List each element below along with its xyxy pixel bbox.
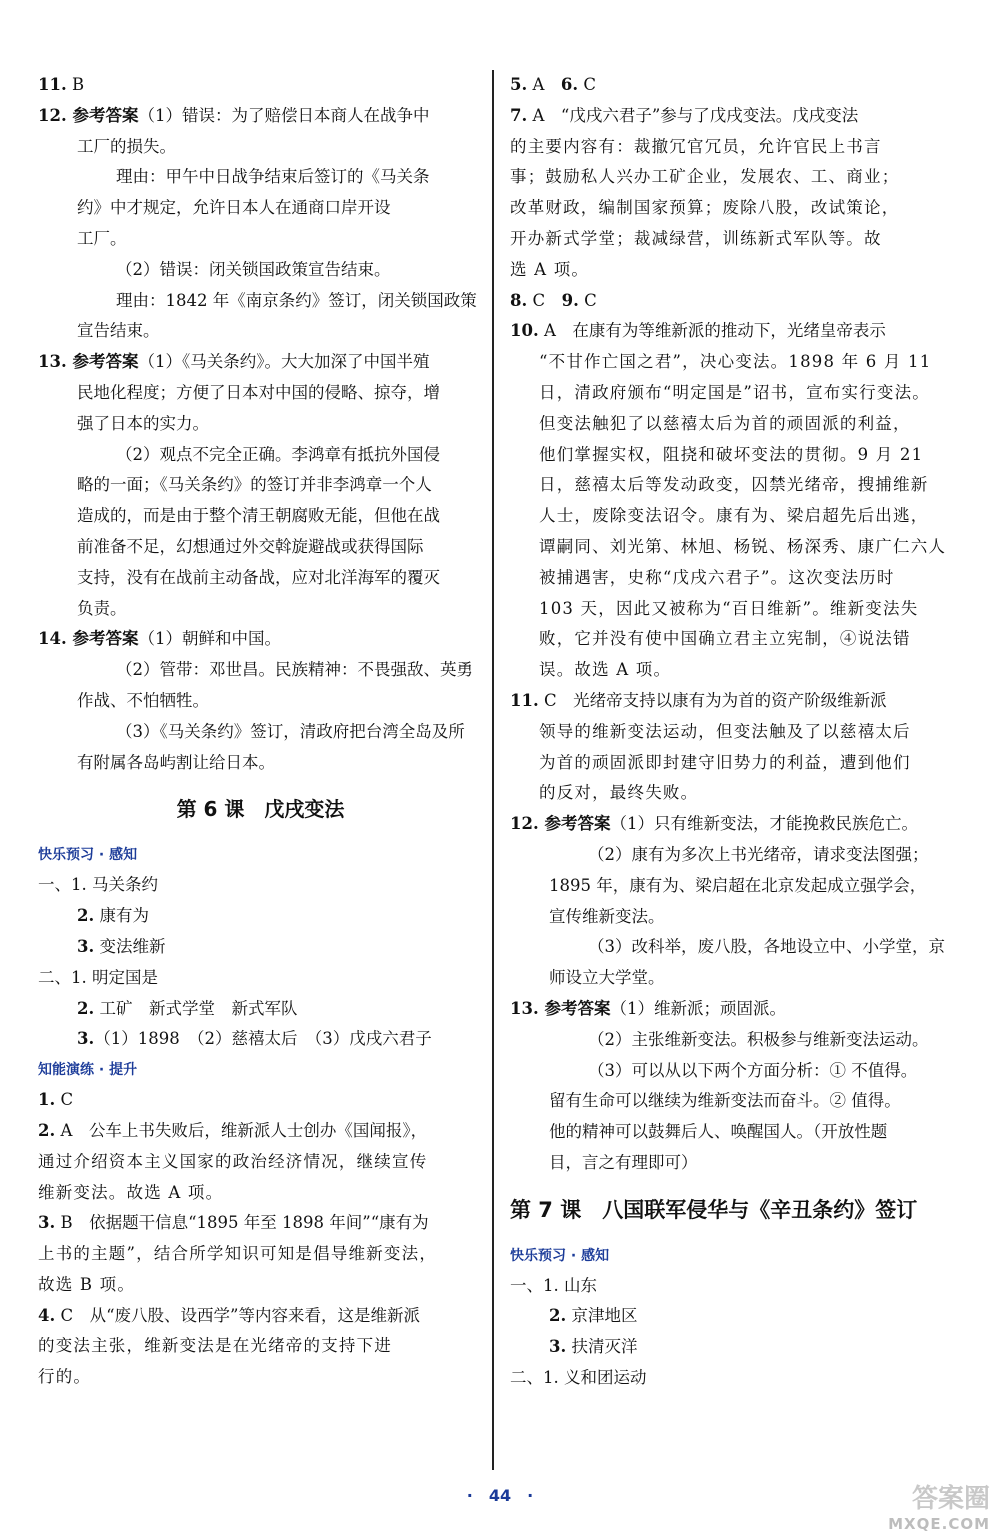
- text-run: 为首的顽固派即封建守旧势力的利益，遭到他们: [539, 752, 911, 772]
- column-divider: [492, 70, 494, 1470]
- text-run: 行的。: [38, 1367, 92, 1387]
- text-run: 负责。: [77, 598, 127, 618]
- bold-text: 参考答案: [66, 105, 139, 125]
- bold-text: 2.: [77, 998, 95, 1018]
- section-heading: [38, 840, 483, 870]
- text-line: [38, 470, 483, 501]
- text-run: （2）观点不完全正确。李鸿章有抵抗外国侵: [116, 444, 440, 464]
- text-run: 宣传维新变法。: [549, 906, 665, 926]
- bold-text: 3.: [77, 1029, 95, 1049]
- text-line: [510, 193, 965, 224]
- text-run: 开办新式学堂；裁减绿营，训练新式军队等。故: [510, 228, 882, 248]
- text-line: [38, 1178, 483, 1209]
- text-run: 强了日本的实力。: [77, 413, 209, 433]
- section-heading: [38, 1055, 483, 1085]
- text-run: 被捕遇害，史称“戊戌六君子”。这次变法历时: [539, 567, 895, 587]
- text-run: C: [527, 290, 562, 310]
- bold-text: 13.: [510, 998, 539, 1018]
- text-run: A “戊戌六君子”参与了戊戌变法。戊戌变法: [527, 105, 859, 125]
- text-line: [510, 1056, 965, 1087]
- text-run: 通过介绍资本主义国家的政治经济情况，继续宣传: [38, 1151, 428, 1171]
- bold-text: 3.: [38, 1213, 56, 1233]
- text-run: 二、1. 明定国是: [38, 967, 158, 987]
- text-line: [510, 162, 965, 193]
- text-run: 快乐预习 · 感知: [38, 847, 138, 864]
- watermark-url: MXQE.COM: [888, 1515, 990, 1533]
- text-run: 扶清灭洋: [566, 1337, 638, 1357]
- text-line: [510, 963, 965, 994]
- bold-text: 2.: [77, 906, 95, 926]
- bold-text: 4.: [38, 1305, 56, 1325]
- text-line: [510, 809, 965, 840]
- text-run: （2）管带：邓世昌。民族精神：不畏强敌、英勇: [116, 660, 473, 680]
- watermark-logo-text: 答案圈: [911, 1484, 990, 1514]
- lesson-heading: [510, 1179, 965, 1241]
- text-line: [510, 902, 965, 933]
- text-run: 略的一面；《马关条约》的签订并非李鸿章一个人: [77, 475, 432, 495]
- text-run: 他的精神可以鼓舞后人、唤醒国人。（开放性题: [549, 1122, 888, 1142]
- text-run: 目，言之有理即可）: [549, 1152, 698, 1172]
- text-run: C 从“废八股、设西学”等内容来看，这是维新派: [55, 1305, 420, 1325]
- bold-text: 参考答案: [538, 998, 611, 1018]
- text-run: （2）错误：闭关锁国政策宣告结束。: [116, 259, 391, 279]
- bold-text: 3.: [77, 936, 95, 956]
- text-line: [38, 409, 483, 440]
- text-line: [510, 932, 965, 963]
- text-line: [38, 717, 483, 748]
- text-run: 快乐预习 · 感知: [510, 1247, 610, 1264]
- text-line: [38, 655, 483, 686]
- text-line: [38, 1116, 483, 1147]
- text-run: 谭嗣同、刘光第、林旭、杨锐、杨深秀、康广仁六人: [539, 536, 947, 556]
- text-line: [510, 255, 965, 286]
- text-run: 1895 年，康有为、梁启超在北京发起成立强学会，: [549, 875, 927, 895]
- text-line: [38, 963, 483, 994]
- text-run: 日，清政府颁布“明定国是”诏书，宣布实行变法。: [539, 382, 930, 402]
- text-run: 他们掌握实权，阻挠和破坏变法的贯彻。9 月 21: [539, 444, 924, 464]
- text-run: 工矿 新式学堂 新式军队: [94, 998, 298, 1018]
- text-run: （1）维新派；顽固派。: [610, 998, 786, 1018]
- text-line: [510, 470, 965, 501]
- text-run: 理由：1842 年《南京条约》签订，闭关锁国政策: [116, 290, 477, 310]
- text-line: [510, 840, 965, 871]
- left-column: [38, 70, 483, 1393]
- bold-text: 1.: [38, 1090, 56, 1110]
- text-run: 事；鼓励私人兴办工矿企业，发展农、工、商业；: [510, 167, 900, 187]
- text-run: B: [66, 75, 85, 94]
- text-line: [38, 162, 483, 193]
- text-line: [510, 624, 965, 655]
- bold-text: 3.: [549, 1337, 567, 1357]
- page-number-text: 44: [488, 1486, 512, 1505]
- text-line: [38, 932, 483, 963]
- text-line: [38, 748, 483, 779]
- text-line: [38, 1270, 483, 1301]
- bold-text: 10.: [510, 321, 539, 341]
- bold-text: 7.: [510, 105, 528, 125]
- text-line: [38, 224, 483, 255]
- text-run: A 公车上书失败后，维新派人士创办《国闻报》，: [55, 1120, 428, 1140]
- text-run: （3）可以从以下两个方面分析：① 不值得。: [588, 1060, 918, 1080]
- text-line: [38, 1239, 483, 1270]
- text-line: [38, 532, 483, 563]
- text-line: [38, 1147, 483, 1178]
- text-run: 选 A 项。: [510, 259, 590, 279]
- text-line: [38, 440, 483, 471]
- text-run: 作战、不怕牺牲。: [77, 690, 209, 710]
- text-run: 103 天，因此又被称为“百日维新”。维新变法失: [539, 598, 919, 618]
- text-line: [510, 132, 965, 163]
- text-line: [38, 101, 483, 132]
- text-line: [38, 501, 483, 532]
- text-line: [510, 316, 965, 347]
- text-run: A: [527, 75, 561, 94]
- text-line: [510, 594, 965, 625]
- text-run: A 在康有为等维新派的推动下，光绪皇帝表示: [538, 321, 886, 341]
- text-run: 支持，没有在战前主动备战，应对北洋海军的覆灭: [77, 567, 440, 587]
- bold-text: 2.: [38, 1120, 56, 1140]
- bold-text: 12.: [510, 814, 539, 834]
- text-line: [38, 1024, 483, 1055]
- text-run: 京津地区: [566, 1306, 638, 1326]
- bold-text: 9.: [561, 290, 579, 310]
- text-run: 康有为: [94, 906, 149, 926]
- text-run: 民地化程度；方便了日本对中国的侵略、掠夺，增: [77, 382, 440, 402]
- text-line: [510, 224, 965, 255]
- text-line: [510, 1025, 965, 1056]
- text-line: [510, 871, 965, 902]
- text-line: [38, 686, 483, 717]
- text-line: [38, 1362, 483, 1393]
- text-run: 领导的维新变法运动，但变法触及了以慈禧太后: [539, 721, 911, 741]
- text-run: 宣告结束。: [77, 321, 160, 341]
- text-line: [510, 778, 965, 809]
- text-run: 二、1. 义和团运动: [510, 1368, 647, 1388]
- bold-text: 6.: [560, 75, 579, 94]
- text-line: [510, 994, 965, 1025]
- text-line: [510, 378, 965, 409]
- text-run: 误。故选 A 项。: [539, 660, 672, 680]
- text-run: C: [55, 1090, 74, 1110]
- lesson-heading: [38, 778, 483, 840]
- text-run: B 依据题干信息“1895 年至 1898 年间”“康有为: [55, 1213, 429, 1233]
- text-run: 的反对，最终失败。: [539, 783, 699, 803]
- text-run: C 光绪帝支持以康有为为首的资产阶级维新派: [538, 690, 887, 710]
- text-line: [510, 1332, 965, 1363]
- page-dot-right: ·: [527, 1486, 534, 1505]
- text-line: [38, 994, 483, 1025]
- text-line: [38, 378, 483, 409]
- text-run: 理由：甲午中日战争结束后签订的《马关条: [116, 167, 430, 187]
- text-line: [38, 901, 483, 932]
- text-run: 但变法触犯了以慈禧太后为首的顽固派的利益，: [539, 413, 911, 433]
- text-run: 约》中才规定，允许日本人在通商口岸开设: [77, 198, 391, 218]
- text-run: 改革财政，编制国家预算；废除八股，改试策论，: [510, 198, 900, 218]
- text-line: [510, 1363, 965, 1394]
- text-line: [510, 440, 965, 471]
- text-run: 一、1. 山东: [510, 1275, 597, 1295]
- text-run: 故选 B 项。: [38, 1274, 136, 1294]
- text-line: [38, 193, 483, 224]
- text-run: （1）只有维新变法，才能挽救民族危亡。: [610, 814, 918, 834]
- text-run: 败，它并没有使中国确立君主立宪制，④说法错: [539, 629, 911, 649]
- text-line: [38, 1331, 483, 1362]
- text-run: 前准备不足，幻想通过外交斡旋避战或获得国际: [77, 536, 424, 556]
- text-run: 人士，废除变法诏令。康有为、梁启超先后出逃，: [539, 506, 929, 526]
- text-run: （1）《马关条约》。大大加深了中国半殖: [138, 352, 430, 372]
- text-line: [510, 686, 965, 717]
- bold-text: 5.: [510, 75, 528, 94]
- text-line: [510, 409, 965, 440]
- text-line: [510, 532, 965, 563]
- text-line: [38, 624, 483, 655]
- text-run: 的变法主张，维新变法是在光绪帝的支持下进: [38, 1336, 392, 1356]
- text-run: （1）朝鲜和中国。: [138, 629, 281, 649]
- text-line: [38, 255, 483, 286]
- bold-text: 2.: [549, 1306, 567, 1326]
- text-line: [38, 870, 483, 901]
- text-run: 第 6 课 戊戌变法: [176, 797, 345, 822]
- right-column: [510, 70, 965, 1394]
- bold-text: 参考答案: [66, 352, 139, 372]
- text-line: [510, 347, 965, 378]
- bold-text: 11.: [510, 690, 539, 710]
- text-run: （3）《马关条约》签订，清政府把台湾全岛及所: [116, 721, 465, 741]
- text-run: 一、1. 马关条约: [38, 875, 158, 895]
- text-run: 维新变法。故选 A 项。: [38, 1182, 224, 1202]
- text-line: [510, 286, 965, 317]
- text-run: 留有生命可以继续为维新变法而奋斗。② 值得。: [549, 1091, 901, 1111]
- text-run: 造成的，而是由于整个清王朝腐败无能，但他在战: [77, 506, 440, 526]
- text-run: C: [578, 75, 597, 94]
- text-line: [38, 132, 483, 163]
- text-run: C: [578, 290, 597, 310]
- text-run: 师设立大学堂。: [549, 968, 665, 988]
- bold-text: 8.: [510, 290, 528, 310]
- text-run: 日，慈禧太后等发动政变，囚禁光绪帝，搜捕维新: [539, 475, 929, 495]
- text-line: [38, 594, 483, 625]
- text-run: （2）康有为多次上书光绪帝，请求变法图强；: [588, 844, 929, 864]
- text-line: [38, 316, 483, 347]
- text-line: [510, 101, 965, 132]
- section-heading: [510, 1241, 965, 1271]
- text-line: [38, 286, 483, 317]
- text-run: 工厂的损失。: [77, 136, 176, 156]
- text-run: 知能演练 · 提升: [38, 1062, 138, 1079]
- text-run: 有附属各岛屿割让给日本。: [77, 752, 275, 772]
- text-line: [510, 748, 965, 779]
- bold-text: 参考答案: [66, 629, 139, 649]
- text-run: （1）1898 （2）慈禧太后 （3）戊戌六君子: [94, 1029, 432, 1049]
- text-line: [38, 563, 483, 594]
- text-line: [38, 1085, 483, 1116]
- text-line: [510, 1086, 965, 1117]
- text-run: 第 7 课 八国联军侵华与《辛丑条约》签订: [510, 1197, 918, 1222]
- text-run: 的主要内容有：裁撤冗官冗员，允许官民上书言: [510, 136, 882, 156]
- text-run: （2）主张维新变法。积极参与维新变法运动。: [588, 1029, 929, 1049]
- page-dot-left: ·: [466, 1486, 473, 1505]
- bold-text: 13.: [38, 352, 67, 372]
- text-line: [38, 70, 483, 101]
- text-line: [38, 1301, 483, 1332]
- bold-text: 参考答案: [538, 814, 611, 834]
- text-line: [38, 347, 483, 378]
- bold-text: 14.: [38, 629, 67, 649]
- text-run: 工厂。: [77, 228, 127, 248]
- text-line: [510, 1301, 965, 1332]
- text-run: （1）错误：为了赔偿日本商人在战争中: [138, 105, 430, 125]
- text-line: [510, 1148, 965, 1179]
- bold-text: 11.: [38, 75, 67, 94]
- text-run: 变法维新: [94, 936, 166, 956]
- text-line: [510, 70, 965, 101]
- text-line: [510, 563, 965, 594]
- text-line: [510, 1117, 965, 1148]
- text-line: [510, 501, 965, 532]
- bold-text: 12.: [38, 105, 67, 125]
- text-run: “不甘作亡国之君”，决心变法。1898 年 6 月 11: [539, 352, 932, 372]
- text-line: [38, 1208, 483, 1239]
- text-line: [510, 717, 965, 748]
- text-run: 上书的主题”，结合所学知识可知是倡导维新变法，: [38, 1244, 438, 1264]
- text-run: （3）改科举，废八股，各地设立中、小学堂，京: [588, 937, 945, 957]
- text-line: [510, 1271, 965, 1302]
- text-line: [510, 655, 965, 686]
- watermark: [840, 1478, 990, 1533]
